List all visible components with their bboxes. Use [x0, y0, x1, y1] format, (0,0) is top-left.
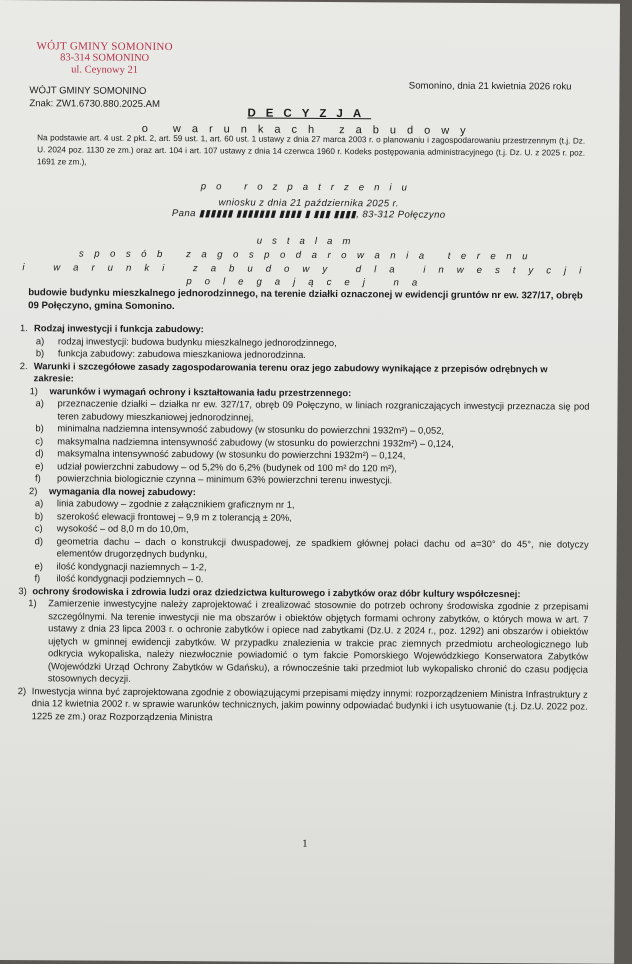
stamp-line-1: WÓJT GMINY SOMONINO	[36, 40, 173, 54]
list-item: 1) Zamierzenie inwestycyjne należy zaprojektować i zrealizować stosownie do potrzeb ochrony środowiska zgodnie z przepisami szczególnymi. Na terenie inwestycji nie ma obszarów i obiektów objętych formami ochrony zabytków, o których mowa w art. 7 ustawy z dnia 23 lipca 2003 r. o ochronie zabytków i opiece nad zabytkami (Dz.U. z 2024 r., poz. 1292) ani obszarów i obiektów ujętych w gminnej ewidencji zabytków. W przypadku znalezienia w trakcie prac ziemnych przedmiotu archeologicznego lub odkrycia wykopaliska, należy niezwłocznie powiadomić o tym fakcie Pomorskiego Wojewódzkiego Konserwatora Zabytków (Wojewódzki Urząd Ochrony Zabytków w Gdańsku), a równocześnie taki przedmiot lub wykopalisko chronić do czasu podjęcia stosownych decyzji.	[16, 597, 589, 688]
list-item-text: Zamierzenie inwestycyjne należy zaprojektować i zrealizować stosownie do potrzeb ochrony środowiska zgodnie z przepisami szczególnymi. Na terenie inwestycji nie ma obszarów i obiektów objętych formami ochrony zabytków, o których mowa w art. 7 ustawy z dnia 23 lipca 2003 r. o ochronie zabytków i opiece nad zabytkami (Dz.U. z 2024 r., poz. 1292) ani obszarów i obiektów ujętych w gminnej ewidencji zabytków. W przypadku znalezienia w trakcie prac ziemnych przedmiotu archeologicznego lub odkrycia wykopaliska, należy niezwłocznie powiadomić o tym fakcie Pomorskiego Wojewódzkiego Konserwatora Zabytków (Wojewódzki Urząd Ochrony Zabytków w Gdańsku), a równocześnie taki przedmiot lub wykopalisko chronić do czasu podjęcia stosownych decyzji.	[47, 597, 589, 684]
list-item: d) geometria dachu – dach o konstrukcji dwuspadowej, ze spadkiem głównej połaci dachu od a=30° do 45°, nie dotyczy elementów drugorzędnych budynku,	[17, 535, 589, 563]
office-stamp	[30, 40, 180, 77]
list-item-text: linia zabudowy – zgodnie z załącznikiem graficznym nr 1,	[56, 497, 295, 510]
subsection-1-heading: 1) warunków i wymagań ochrony i kształtowania ładu przestrzennego:	[18, 385, 590, 401]
subsection-2-heading: 2) wymagania dla nowej zabudowy:	[17, 485, 589, 501]
stamp-line-3: ul. Ceynowy 21	[71, 64, 138, 76]
list-item: c) wysokość – od 8,0 m do 10,0m,	[17, 522, 589, 538]
list-item: d) maksymalna intensywność zabudowy (w stosunku do powierzchni 1932m²) – 0,124,	[17, 447, 589, 463]
list-item: f) powierzchnia biologicznie czynna – minimum 63% powierzchni terenu inwestycji.	[17, 472, 589, 488]
place-and-date: Somonino, dnia 21 kwietnia 2026 roku	[408, 80, 572, 93]
section-number: 2.	[19, 359, 28, 371]
list-item: f) ilość kondygnacji podziemnych – 0.	[16, 572, 588, 588]
list-item: b) minimalna nadziemna intensywność zabudowy (w stosunku do powierzchni 1932m²) – 0,052,	[17, 422, 589, 438]
subsection-3-heading: 3) ochrony środowiska i zdrowia ludzi oraz dziedzictwa kulturowego i zabytków oraz dóbr kultury współczesnej:	[16, 585, 588, 601]
section-title: Warunki i szczegółowe zasady zagospodarowania terenu oraz jego zabudowy wynikające z przepisów odrębnych w zakresie:	[33, 359, 548, 384]
list-item-text: rodzaj inwestycji: budowa budynku mieszkalnego jednorodzinnego,	[57, 334, 337, 348]
list-item: b) funkcja zabudowy: zabudowa mieszkaniowa jednorodzinna.	[18, 347, 590, 363]
section-number: 1.	[19, 322, 28, 334]
document-title: DECYZJA	[247, 107, 372, 121]
document-subtitle: o warunkach zabudowy	[141, 122, 477, 137]
after-review-heading: po rozpatrzeniu	[200, 181, 417, 194]
page-number: 1	[302, 837, 308, 850]
list-item: c) maksymalna nadziemna intensywność zabudowy (w stosunku do powierzchni 1932m²) – 0,124,	[17, 435, 589, 451]
section-2-heading	[18, 360, 590, 388]
applicant-line: Pana ▮▮▮▮▮▮ ▮▮▮▮▮▮▮ ▮▮▮▮ ▮ ▮▮▮ ▮▮▮▮, 83-312 Połęczyno	[171, 208, 446, 221]
list-item: e) udział powierzchni zabudowy – od 5,2% do 6,2% (budynek od 100 m² do 120 m²),	[17, 460, 589, 476]
legal-basis: Na podstawie art. 4 ust. 2 pkt. 2, art. 59 ust. 1, art. 60 ust. 1 ustawy z dnia 27 marca 2003 r. o planowaniu i zagospodarowaniu przestrzennym (t.j. Dz. U. 2024 poz. 1130 ze zm.) oraz art. 104 i art. 107 ustawy z dnia 14 czerwca 1960 r. Kodeks postępowania administracyjnego (t.j. Dz. U. z 2025 r. poz. 1691 ze zm.),	[36, 133, 586, 167]
list-item: a) przeznaczenie działki – działka nr ew. 327/17, obręb 09 Połęczyno, w liniach rozgraniczających inwestycji przeznacza się pod teren zabudowy mieszkaniowej jednorodzinnej,	[17, 397, 589, 425]
list-item: 2) Inwestycja winna być zaprojektowana zgodnie z obowiązującymi przepisami między innymi: rozporządzeniem Ministra Infrastruktury z dnia 12 kwietnia 2002 r. w sprawie warunków technicznych, jakim powinny odpowiadać budynki i ich usytuowanie (t.j. Dz.U. 2022 poz. 1225 ze zm.) oraz Rozporządzenia Ministra	[16, 685, 588, 726]
list-item-text: ilość kondygnacji podziemnych – 0.	[56, 572, 204, 585]
request-line: wniosku z dnia 21 października 2025 r.	[218, 197, 399, 210]
list-item-text: wysokość – od 8,0 m do 10,0m,	[56, 522, 189, 535]
stamp-line-2: 83-314 SOMONINO	[60, 52, 150, 64]
list-item: b) szerokość elewacji frontowej – 9,9 m z tolerancją ± 20%,	[17, 510, 589, 526]
list-item-text: udział powierzchni zabudowy – od 5,2% do 6,2% (budynek od 100 m² do 120 m²),	[57, 459, 397, 473]
decide-heading: ustalam	[256, 235, 361, 248]
list-item-text: geometria dachu – dach o konstrukcji dwuspadowej, ze spadkiem głównej połaci dachu od a=30° do 45°, nie dotyczy elementów drugorzędnych budynku,	[56, 534, 589, 560]
list-item-text: powierzchnia biologicznie czynna – minimum 63% powierzchni terenu inwestycji.	[57, 472, 393, 486]
list-item: a) rodzaj inwestycji: budowa budynku mieszkalnego jednorodzinnego,	[18, 335, 590, 351]
authority-name: WÓJT GMINY SOMONINO	[29, 85, 147, 97]
subsection-title: wymagania dla nowej zabudowy:	[48, 484, 196, 497]
list-item-text: funkcja zabudowy: zabudowa mieszkaniowa jednorodzinna.	[57, 347, 306, 360]
list-item-text: szerokość elewacji frontowej – 9,9 m z tolerancją ± 20%,	[56, 509, 292, 523]
decide-line-3: polegającej na	[186, 276, 431, 289]
list-item-text: maksymalna intensywność zabudowy (w stosunku do powierzchni 1932m²) – 0,124,	[57, 447, 406, 461]
list-item-text: maksymalna nadziemna intensywność zabudowy (w stosunku do powierzchni 1932m²) – 0,124,	[57, 434, 454, 449]
list-item: a) linia zabudowy – zgodnie z załącznikiem graficznym nr 1,	[17, 497, 589, 513]
list-item-text: minimalna nadziemna intensywność zabudowy (w stosunku do powierzchni 1932m²) – 0,052,	[57, 422, 445, 436]
section-title: Rodzaj inwestycji i funkcja zabudowy:	[33, 322, 204, 335]
decide-line-1: sposób zagospodarowania terenu	[78, 248, 538, 263]
subsection-title: warunków i wymagań ochrony i kształtowania ładu przestrzennego:	[49, 384, 352, 398]
list-item-text: Inwestycja winna być zaprojektowana zgodnie z obowiązującymi przepisami między innymi: rozporządzeniem Ministra Infrastruktury z dnia 12 kwietnia 2002 r. w sprawie warunków technicznych, jakim powinny odpowiadać budynki i ich usytuowanie (t.j. Dz.U. 2022 poz. 1225 ze zm.) oraz Rozporządzenia Ministra	[31, 684, 588, 722]
investment-subject: budowie budynku mieszkalnego jednorodzinnego, na terenie działki oznaczonej w ewidencji gruntów nr ew. 327/17, obręb 09 Połęczyno, gmina Somonino.	[28, 287, 583, 312]
decide-line-2: i warunki zabudowy dla inwestycji	[22, 262, 595, 277]
reference-number: Znak: ZW1.6730.880.2025.AM	[29, 97, 161, 110]
list-item-text: ilość kondygnacji naziemnych – 1-2,	[56, 559, 207, 572]
list-item: e) ilość kondygnacji naziemnych – 1-2,	[17, 560, 589, 576]
subsection-title: ochrony środowiska i zdrowia ludzi oraz dziedzictwa kulturowego i zabytków oraz dóbr kultury współczesnej:	[32, 584, 521, 599]
list-item-text: przeznaczenie działki – działka nr ew. 327/17, obręb 09 Połęczyno, w liniach rozgraniczających inwestycji przeznacza się pod teren zabudowy mieszkaniowej jednorodzinnej,	[57, 397, 590, 423]
decision-body	[16, 322, 590, 725]
